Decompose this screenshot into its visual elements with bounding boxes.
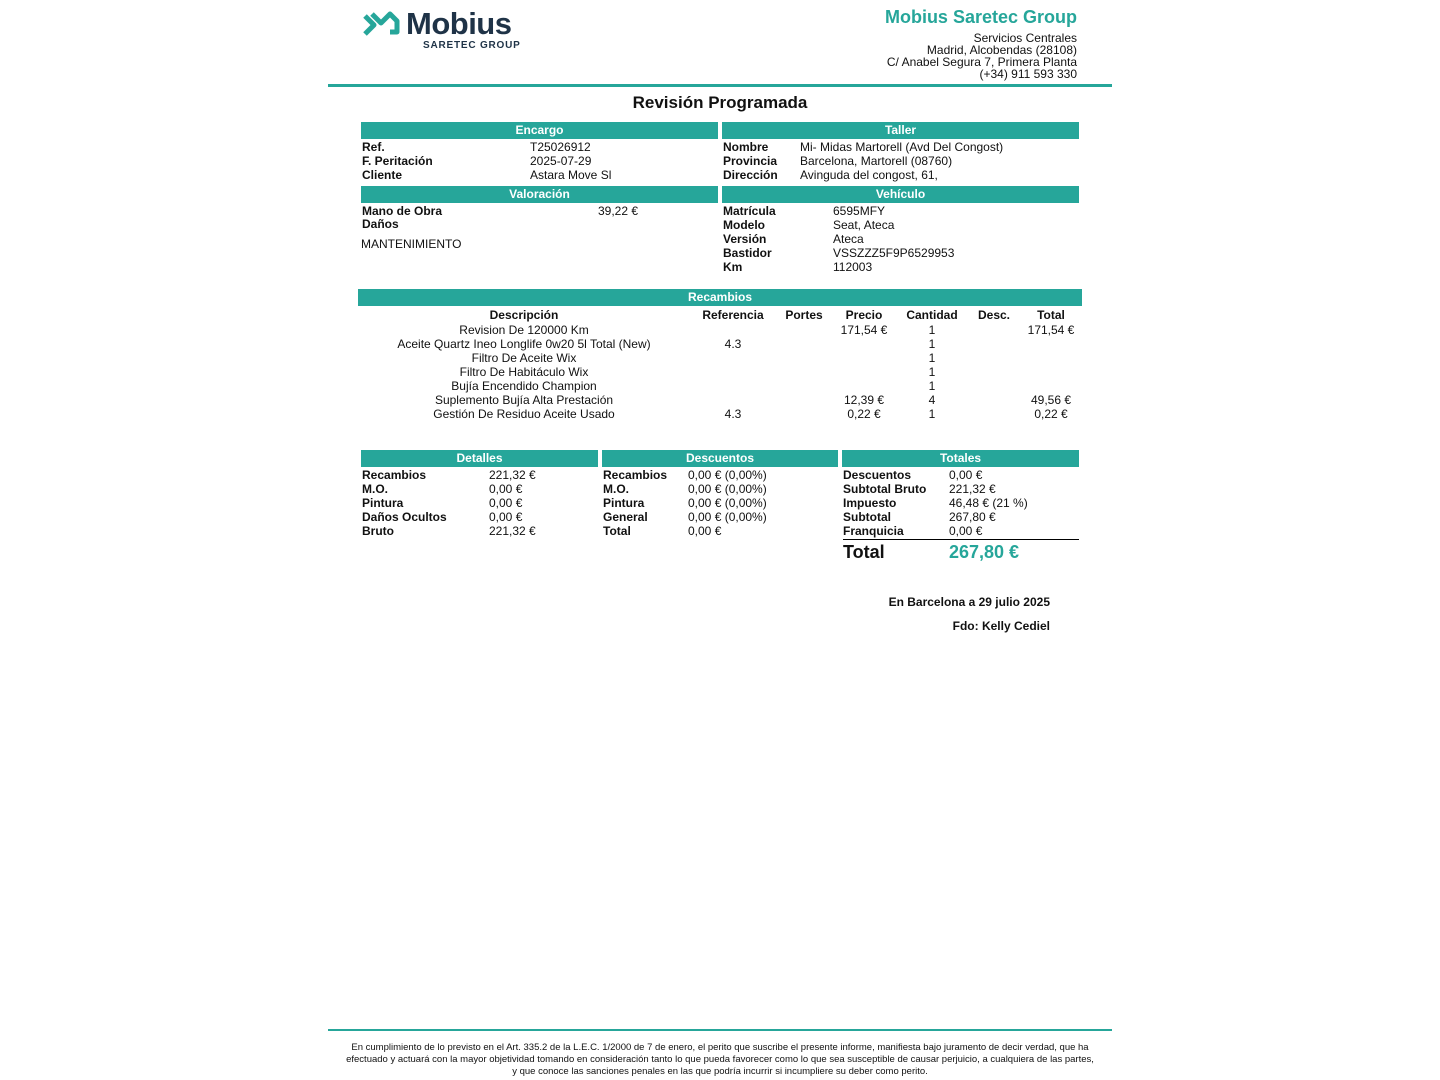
cell-descripcion: Revision De 120000 Km <box>459 323 589 337</box>
parts-table <box>358 307 1082 421</box>
place-date: En Barcelona a 29 julio 2025 <box>888 595 1050 609</box>
cell-referencia: 4.3 <box>724 337 742 351</box>
field-label: Subtotal <box>843 510 891 524</box>
cell-desc <box>968 365 1020 379</box>
table-row <box>358 365 1082 379</box>
field-value: Avinguda del congost, 61, <box>800 168 938 182</box>
cell-desc <box>968 337 1020 351</box>
recambios-heading: Recambios <box>358 289 1082 306</box>
field-value: 267,80 € <box>949 510 996 524</box>
cell-precio <box>832 337 896 351</box>
cell-cantidad: 4 <box>928 393 936 407</box>
cell-precio: 171,54 € <box>840 323 888 337</box>
company-info <box>885 6 1077 80</box>
field-value: 6595MFY <box>833 204 886 218</box>
field-label: M.O. <box>362 482 388 496</box>
field-value: Barcelona, Martorell (08760) <box>800 154 953 168</box>
cell-total <box>1020 379 1082 393</box>
cell-referencia: 4.3 <box>724 407 742 421</box>
field-label: Nombre <box>723 140 769 154</box>
field-value: 0,00 € <box>489 510 523 524</box>
valoracion-section <box>361 204 717 254</box>
field-label: Mano de Obra <box>362 204 443 218</box>
field-value: 221,32 € <box>949 482 996 496</box>
totales-heading: Totales <box>842 450 1079 467</box>
cell-portes <box>776 323 832 337</box>
danos-description: MANTENIMIENTO <box>361 237 462 251</box>
field-value: 0,00 € <box>949 524 983 538</box>
totales-section <box>843 468 1079 538</box>
field-value: 221,32 € <box>489 524 536 538</box>
legal-line: En cumplimiento de lo previsto en el Art. 335.2 de la L.E.C. 1/2000 de 7 de enero, el perito que suscribe el presente informe, manifiesta bajo juramento de decir verdad, que ha <box>351 1042 1089 1053</box>
field-label: Provincia <box>723 154 778 168</box>
field-label: Recambios <box>603 468 668 482</box>
table-row <box>358 337 1082 351</box>
cell-descripcion: Gestión De Residuo Aceite Usado <box>433 407 615 421</box>
cell-descripcion: Bujía Encendido Champion <box>451 379 597 393</box>
descuentos-heading: Descuentos <box>602 450 838 467</box>
field-label: Bastidor <box>723 246 772 260</box>
cell-total <box>1020 365 1082 379</box>
cell-desc <box>968 323 1020 337</box>
field-value: Seat, Ateca <box>833 218 895 232</box>
field-label: Ref. <box>362 140 385 154</box>
cell-referencia <box>690 379 776 393</box>
vehiculo-section <box>723 204 1079 274</box>
taller-heading: Taller <box>722 122 1079 139</box>
address-line: C/ Anabel Segura 7, Primera Planta <box>886 55 1077 69</box>
logo-name: Mobius <box>406 6 512 41</box>
table-row <box>358 323 1082 337</box>
taller-section <box>723 140 1079 182</box>
footer-divider <box>328 1029 1112 1031</box>
field-label: Modelo <box>723 218 765 232</box>
vehiculo-heading: Vehículo <box>722 186 1079 203</box>
field-label: Daños <box>362 217 399 231</box>
field-value: 0,00 € <box>489 496 523 510</box>
company-logo <box>362 6 522 56</box>
valoracion-heading: Valoración <box>361 186 718 203</box>
field-value: 0,00 € (0,00%) <box>688 482 767 496</box>
address-line: Madrid, Alcobendas (28108) <box>926 43 1077 57</box>
field-value: 0,00 € <box>688 524 722 538</box>
field-label: Descuentos <box>843 468 912 482</box>
table-row <box>358 407 1082 421</box>
legal-line: y que conoce las sanciones penales en las que podría incurrir si incumpliere su deber como perito. <box>512 1066 928 1077</box>
field-value: 39,22 € <box>598 204 639 218</box>
field-value: T25026912 <box>530 140 591 154</box>
field-label: Total <box>603 524 631 538</box>
field-value: 46,48 € (21 %) <box>949 496 1028 510</box>
cell-total: 0,22 € <box>1034 407 1068 421</box>
cell-portes <box>776 393 832 407</box>
cell-precio <box>832 351 896 365</box>
field-label: Recambios <box>362 468 427 482</box>
field-value: Ateca <box>833 232 864 246</box>
cell-referencia <box>690 365 776 379</box>
field-value: 112003 <box>833 260 873 274</box>
detalles-heading: Detalles <box>361 450 598 467</box>
header-divider <box>328 84 1112 87</box>
field-label: Pintura <box>603 496 645 510</box>
field-value: 221,32 € <box>489 468 536 482</box>
address-line: (+34) 911 593 330 <box>979 67 1077 81</box>
field-label: Daños Ocultos <box>362 510 447 524</box>
table-row <box>358 351 1082 365</box>
field-label: Franquicia <box>843 524 904 538</box>
field-label: Matrícula <box>723 204 776 218</box>
cell-descripcion: Suplemento Bujía Alta Prestación <box>434 393 614 407</box>
field-label: Dirección <box>723 168 778 182</box>
field-value: 2025-07-29 <box>530 154 592 168</box>
cell-cantidad: 1 <box>928 379 936 393</box>
descuentos-section <box>603 468 838 538</box>
logo-subtitle: SARETEC GROUP <box>423 40 521 51</box>
cell-descripcion: Aceite Quartz Ineo Longlife 0w20 5l Total (New) <box>397 337 651 351</box>
detalles-section <box>362 468 598 538</box>
signer: Fdo: Kelly Cediel <box>952 619 1050 633</box>
field-label: Bruto <box>362 524 394 538</box>
column-header: Desc. <box>977 308 1011 322</box>
field-value: Mi- Midas Martorell (Avd Del Congost) <box>800 140 1004 154</box>
field-value: 0,00 € (0,00%) <box>688 510 767 524</box>
field-label: F. Peritación <box>362 154 433 168</box>
field-label: Versión <box>723 232 767 246</box>
cell-cantidad: 1 <box>928 323 936 337</box>
document-title: Revisión Programada <box>632 93 808 112</box>
encargo-heading: Encargo <box>361 122 718 139</box>
table-header-row <box>358 307 1082 323</box>
cell-total <box>1020 351 1082 365</box>
field-label: Cliente <box>362 168 403 182</box>
field-label: M.O. <box>603 482 629 496</box>
total-divider <box>843 539 1079 540</box>
cell-portes <box>776 379 832 393</box>
cell-cantidad: 1 <box>928 365 936 379</box>
cell-total: 171,54 € <box>1027 323 1075 337</box>
cell-desc <box>968 351 1020 365</box>
field-label: General <box>603 510 648 524</box>
cell-precio: 0,22 € <box>847 407 881 421</box>
cell-precio: 12,39 € <box>843 393 885 407</box>
company-name: Mobius Saretec Group <box>884 7 1077 27</box>
column-header: Cantidad <box>906 308 958 322</box>
address-line: Servicios Centrales <box>973 31 1077 45</box>
column-header: Precio <box>845 308 883 322</box>
cell-total: 49,56 € <box>1030 393 1072 407</box>
legal-line: efectuado y actuará con la mayor objetividad tomando en consideración tanto lo que pueda favorecer como lo que sea susceptible de causar perjuicio, a cualquiera de las partes, <box>346 1054 1094 1065</box>
cell-descripcion: Filtro De Aceite Wix <box>471 351 577 365</box>
column-header: Referencia <box>702 308 764 322</box>
cell-cantidad: 1 <box>928 351 936 365</box>
field-value: Astara Move Sl <box>530 168 612 182</box>
cell-cantidad: 1 <box>928 337 936 351</box>
encargo-section <box>362 140 718 182</box>
grand-total-label: Total <box>843 542 885 562</box>
cell-desc <box>968 407 1020 421</box>
cell-desc <box>968 379 1020 393</box>
cell-portes <box>776 365 832 379</box>
cell-total <box>1020 337 1082 351</box>
cell-portes <box>776 407 832 421</box>
cell-portes <box>776 337 832 351</box>
field-value: 0,00 € (0,00%) <box>688 468 767 482</box>
cell-referencia <box>690 351 776 365</box>
mobius-logo-icon <box>362 10 400 36</box>
grand-total-value: 267,80 € <box>949 542 1020 562</box>
column-header: Descripción <box>489 308 559 322</box>
cell-referencia <box>690 393 776 407</box>
legal-notice <box>340 1042 1100 1078</box>
cell-precio <box>832 365 896 379</box>
cell-descripcion: Filtro De Habitáculo Wix <box>459 365 589 379</box>
field-label: Subtotal Bruto <box>843 482 927 496</box>
cell-cantidad: 1 <box>928 407 936 421</box>
table-row <box>358 379 1082 393</box>
cell-desc <box>968 393 1020 407</box>
table-row <box>358 393 1082 407</box>
field-value: 0,00 € <box>489 482 523 496</box>
column-header: Portes <box>785 308 823 322</box>
cell-portes <box>776 351 832 365</box>
field-value: 0,00 € (0,00%) <box>688 496 767 510</box>
column-header: Total <box>1037 308 1065 322</box>
cell-precio <box>832 379 896 393</box>
field-label: Impuesto <box>843 496 897 510</box>
field-label: Pintura <box>362 496 404 510</box>
field-value: 0,00 € <box>949 468 983 482</box>
field-value: VSSZZZ5F9P6529953 <box>833 246 955 260</box>
cell-referencia <box>690 323 776 337</box>
field-label: Km <box>723 260 743 274</box>
